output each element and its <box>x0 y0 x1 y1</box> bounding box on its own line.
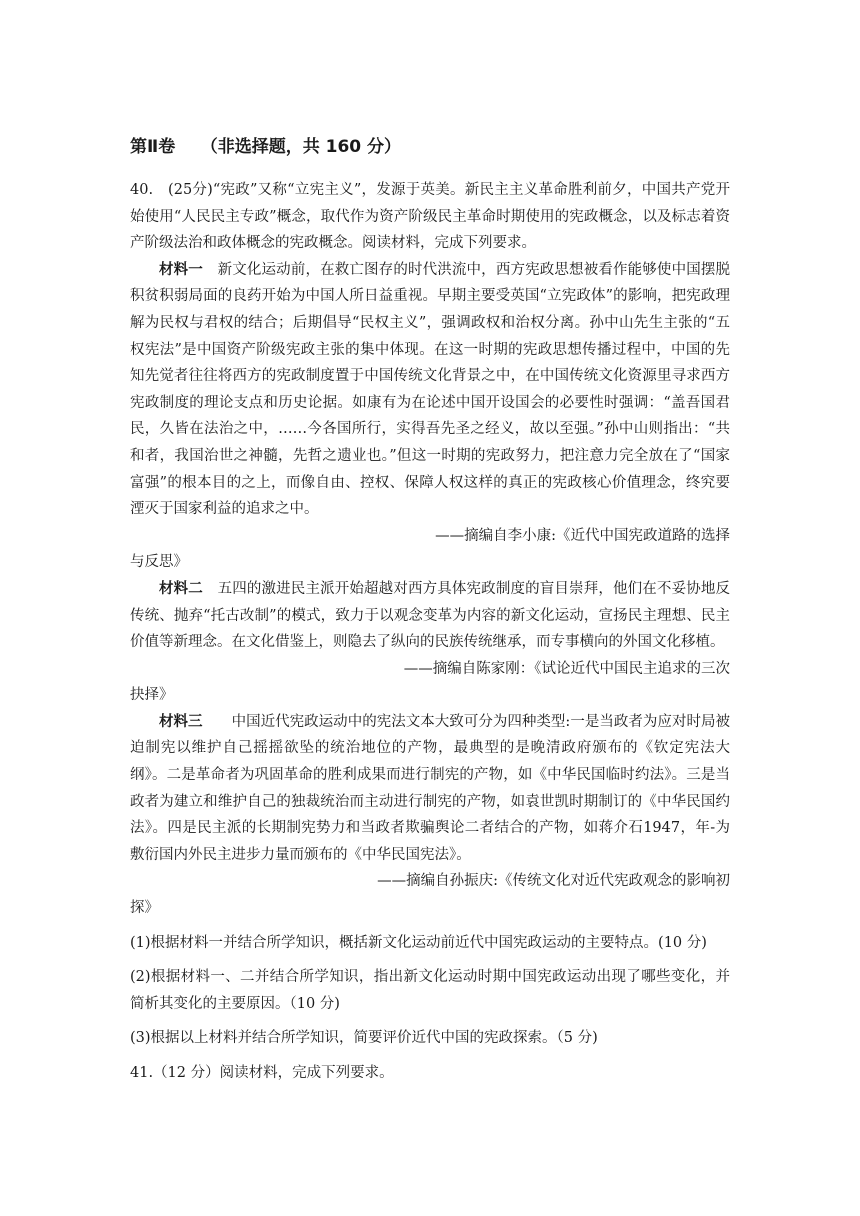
material-source-tail: 探》 <box>130 900 159 917</box>
question-content <box>130 177 730 1087</box>
question-40-stem: 40. (25分)“宪政”又称“立宪主义”，发源于英美。新民主主义革命胜利前夕，中国共产党开始使用“人民民主专政”概念，取代作为资产阶级民主革命时期使用的宪政概念，以及标志着资产阶级法治和政体概念的宪政概念。阅读材料，完成下列要求。 <box>130 182 730 252</box>
material-source: ——摘编自孙振庆:《传统文化对近代宪政观念的影响初 <box>377 873 730 890</box>
material-text: 中国近代宪政运动中的宪法文本大致可分为四种类型:一是当政者为应对时局被迫制宪以维护自己摇摇欲坠的统治地位的产物，最典型的是晚清政府颁布的《钦定宪法大纲》。二是革命者为巩固革命的胜利成果而进行制宪的产物，如《中华民国临时约法》。三是当政者为建立和维护自己的独裁统治而主动进行制宪的产物，如袁世凯时期制订的《中华民国约法》。四是民主派的长期制宪势力和当政者欺骗舆论二者结合的产物，如蒋介石1947，年-为敷衍国内外民主进步力量而颁布的《中华民国宪法》。 <box>130 713 730 863</box>
material-label: 材料三 <box>159 712 203 730</box>
material-label: 材料二 <box>159 579 203 597</box>
material-source-tail: 抉择》 <box>130 687 174 704</box>
material-label: 材料一 <box>159 260 203 278</box>
subquestion-3: (3)根据以上材料并结合所学知识，简要评价近代中国的宪政探索。（5 分) <box>130 1030 598 1047</box>
material-text: 五四的激进民主派开始超越对西方具体宪政制度的盲目崇拜，他们在不妥协地反传统、抛弃“托古改制”的模式，致力于以观念变革为内容的新文化运动，宣扬民主理想、民主价值等新理念。在文化借鉴上，则隐去了纵向的民族传统继承，而专事横向的外国文化移植。 <box>130 580 730 651</box>
material-1 <box>130 257 730 523</box>
material-source: ——摘编自陈家刚：《试论近代中国民主追求的三次 <box>403 660 730 677</box>
material-text: 新文化运动前，在救亡图存的时代洪流中，西方宪政思想被看作能够使中国摆脱积贫积弱局面的良药开始为中国人所日益重视。早期主要受英国“立宪政体”的影响，把宪政理解为民权与君权的结合；后期倡导“民权主义”，强调政权和治权分离。孙中山先生主张的“五权宪法”是中国资产阶级宪政主张的集中体现。在这一时期的宪政思想传播过程中，中国的先知先觉者往往将西方的宪政制度置于中国传统文化背景之中，在中国传统文化资源里寻求西方宪政制度的理论支点和历史论据。如康有为在论述中国开设国会的必要性时强调：“盖吾国君民，久皆在法治之中，……今各国所行，实得吾先圣之经义，故以至强。”孙中山则指出：“共和者，我国治世之神髓，先哲之遗业也。”但这一时期的宪政努力，把注意力完全放在了“国家富强”的根本目的之上，而像自由、控权、保障人权这样的真正的宪政核心价值理念，终究要湮灭于国家利益的追求之中。 <box>130 261 730 518</box>
question-41-stem: 41.（12 分）阅读材料，完成下列要求。 <box>130 1065 394 1081</box>
material-source-tail: 与反思》 <box>130 554 188 571</box>
subquestion-1: (1)根据材料一并结合所学知识，概括新文化运动前近代中国宪政运动的主要特点。(10 分) <box>130 934 707 951</box>
section-title: 第Ⅱ卷 （非选择题，共 160 分） <box>130 137 402 157</box>
subquestion-2: (2)根据材料一、二并结合所学知识，指出新文化运动时期中国宪政运动出现了哪些变化，并简析其变化的主要原因。（10 分) <box>130 969 730 1012</box>
material-2 <box>130 576 730 656</box>
material-source: ——摘编自李小康:《近代中国宪政道路的选择 <box>435 527 730 544</box>
material-3 <box>130 709 730 869</box>
